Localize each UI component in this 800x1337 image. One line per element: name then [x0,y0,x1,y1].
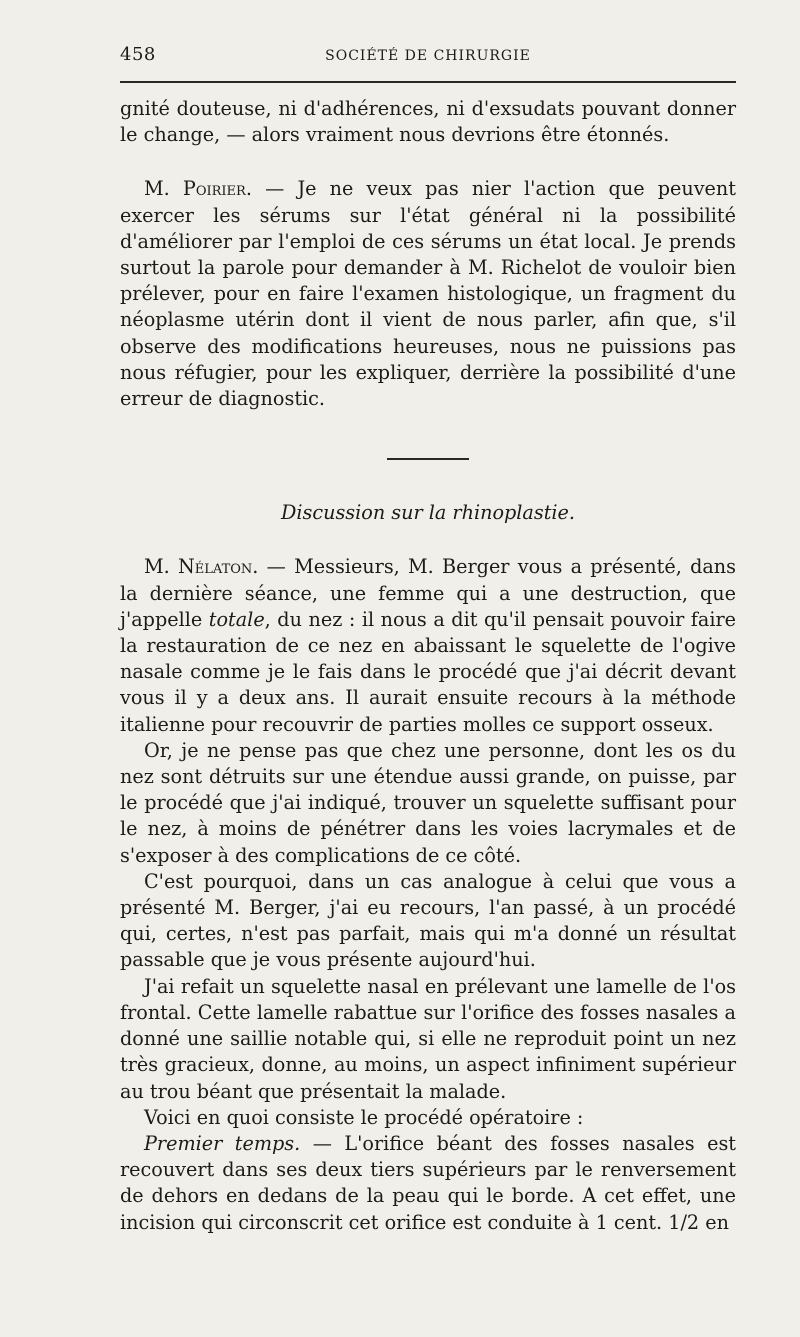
premier-temps-text: — L'orifice béant des fosses nasales est recouvert dans ses deux tiers supérieurs par le renversement de dehors en dedans de la peau qui le borde. A cet effet, une incision qui circonscrit cet orifice est conduite à 1 cent. 1/2 en [120,1131,737,1234]
paragraph-cest-pourquoi: C'est pourquoi, dans un cas analogue à celui que vous a présenté M. Berger, j'ai eu recours, l'an passé, à un procédé qui, certes, n'est pas parfait, mais qui m'a donné un résultat passable que je vous présente aujourd'hui. [120,869,736,972]
page-number: 458 [120,44,156,65]
paragraph-poirier [120,176,736,412]
paragraph-nelaton [120,554,736,737]
paragraph-continuation: gnité douteuse, ni d'adhérences, ni d'exsudats pouvant donner le change, — alors vraiment nous devrions être étonnés. [120,97,736,147]
page-header [120,38,736,66]
nelaton-emphasis: totale [208,607,265,631]
body-text [120,96,736,1236]
nelaton-text-a: — Messieurs, M. Berger vous a présenté, dans la dernière séance, une femme qui a une destruction, que j'appelle [120,555,736,631]
premier-temps-label: Premier temps. [144,1131,301,1155]
nelaton-text-b: , du nez : il nous a dit qu'il pensait pouvoir faire la restauration de ce nez en abaissant le squelette de l'ogive nasale comme je le fais dans le procédé que j'ai décrit devant vous il y a deux ans. Il aurait ensuite recours à la méthode italienne pour recouvrir de parties molles ce support osseux. [120,607,736,736]
section-divider [387,458,469,460]
speaker-poirier: M. Poirier. [144,177,252,201]
paragraph-procede: Voici en quoi consiste le procédé opératoire : [144,1105,584,1129]
header-rule [120,81,736,83]
paragraph-squelette: J'ai refait un squelette nasal en prélevant une lamelle de l'os frontal. Cette lamelle rabattue sur l'orifice des fosses nasales a donné une saillie notable qui, si elle ne reproduit point un nez très gracieux, donne, au moins, un aspect infiniment supérieur au trou béant que présentait la malade. [120,974,736,1103]
section-heading: Discussion sur la rhinoplastie. [280,501,576,525]
poirier-remarks: — Je ne veux pas nier l'action que peuvent exercer les sérums sur l'état général ni la possibilité d'améliorer par l'emploi de ces sérums un état local. Je prends surtout la parole pour demander à M. Richelot de vouloir bien prélever, pour en faire l'examen histologique, un fragment du néoplasme utérin dont il vient de nous parler, afin que, s'il observe des modifications heureuses, nous ne puissions pas nous réfugier, pour les expliquer, derrière la possibilité d'une erreur de diagnostic. [120,177,736,411]
paragraph-premier-temps [120,1131,736,1236]
speaker-nelaton: M. Nélaton. [144,555,259,579]
paragraph-or: Or, je ne pense pas que chez une personne, dont les os du nez sont détruits sur une étendue aussi grande, on puisse, par le procédé que j'ai indiqué, trouver un squelette suffisant pour le nez, à moins de pénétrer dans les voies lacrymales et de s'exposer à des complications de ce côté. [120,738,736,867]
running-title: SOCIÉTÉ DE CHIRURGIE [325,48,531,64]
